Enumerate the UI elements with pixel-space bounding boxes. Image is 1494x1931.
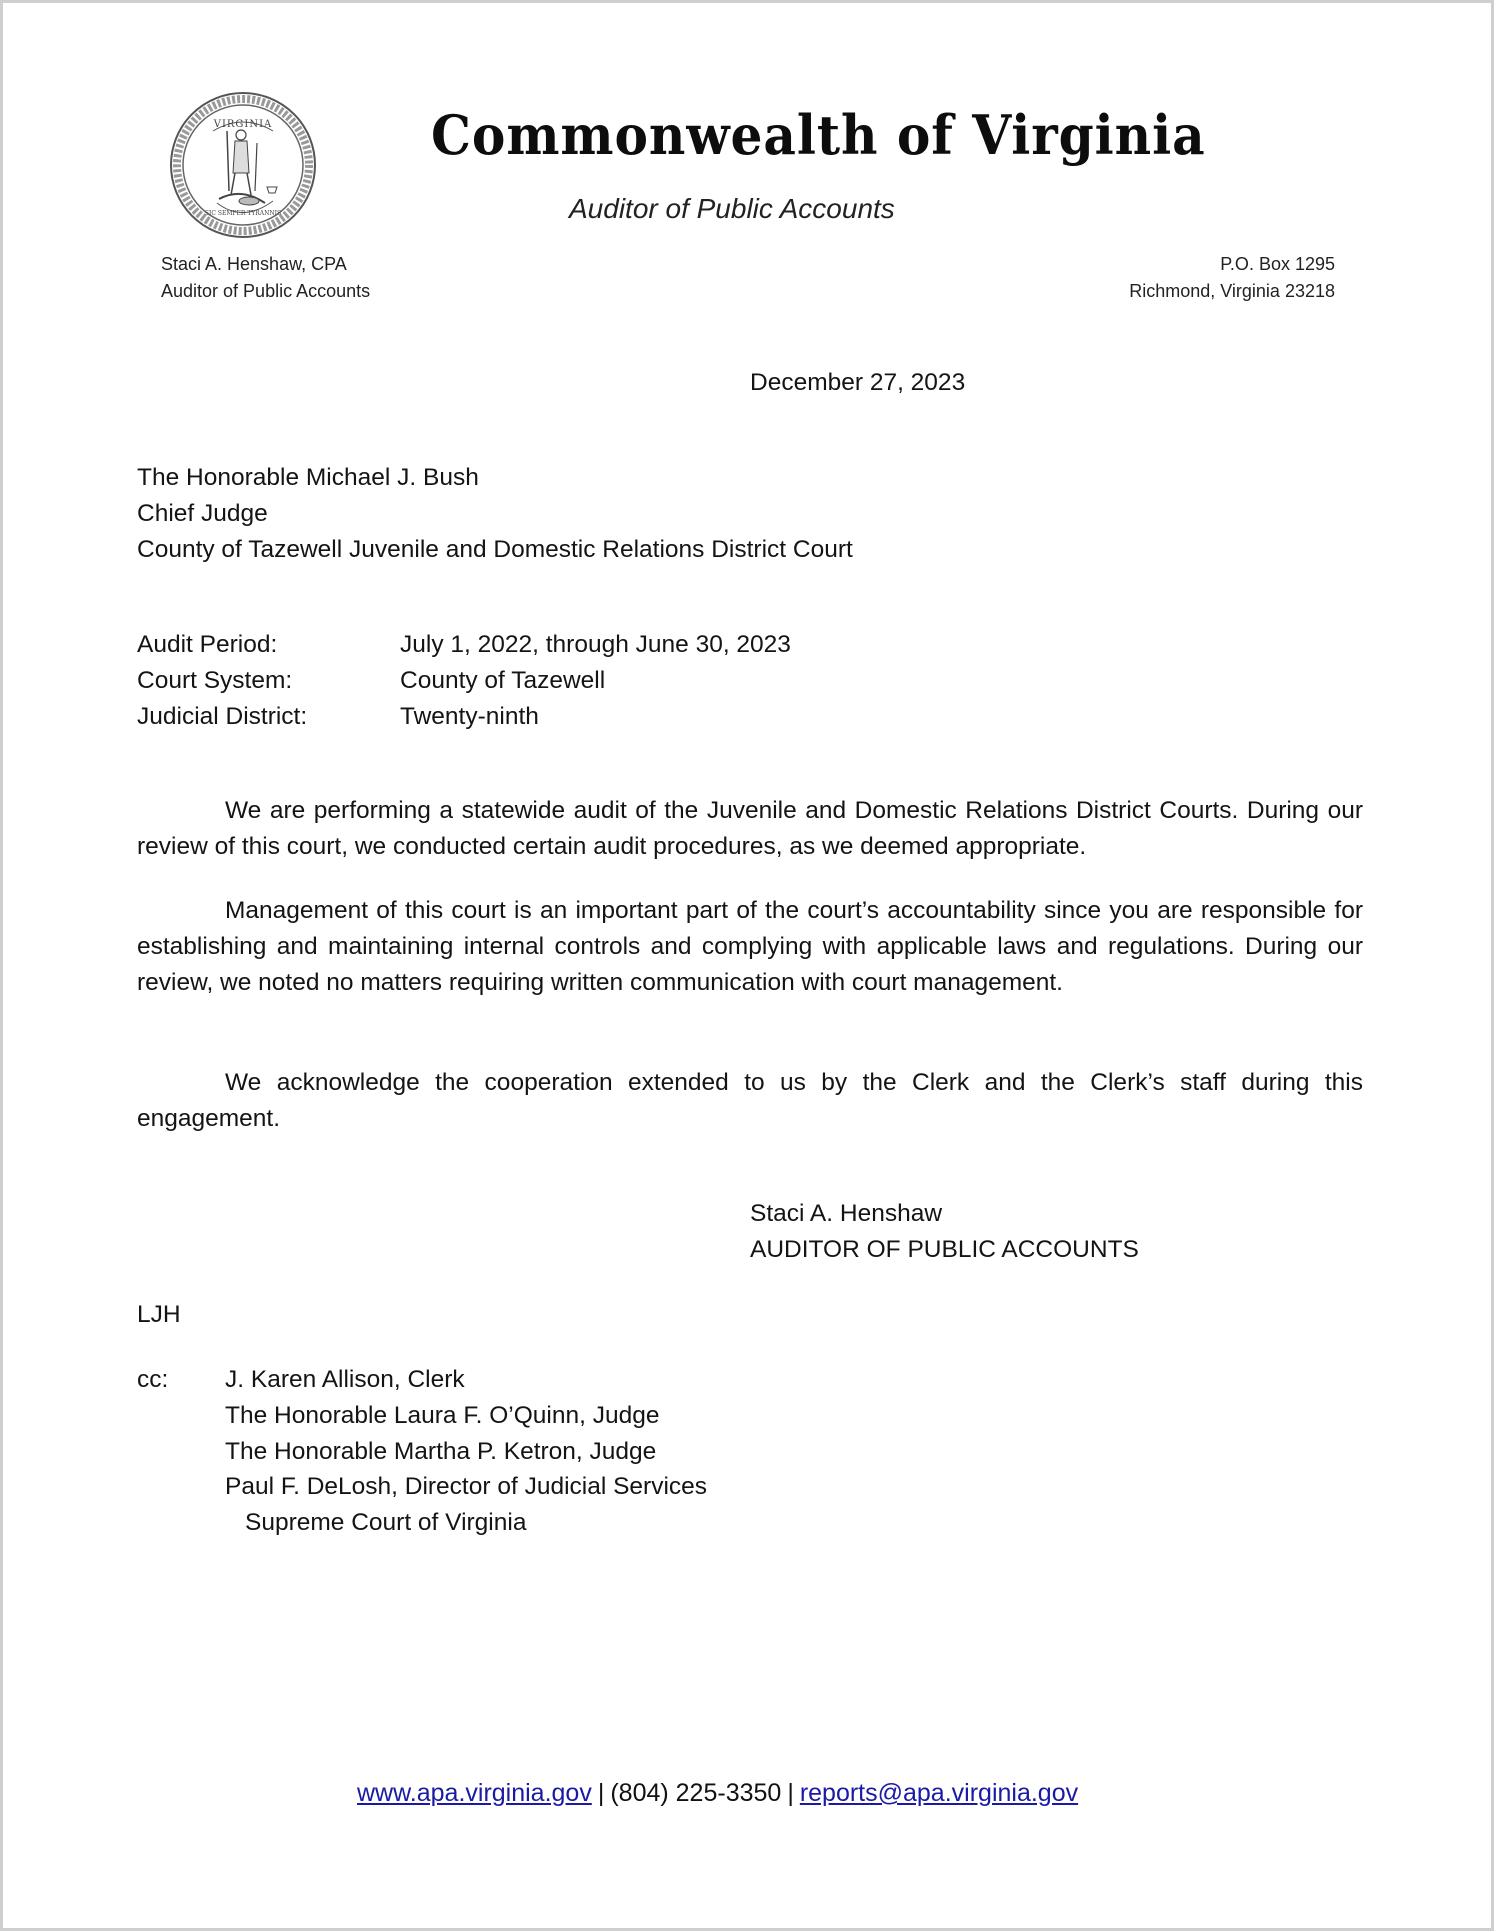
footer-separator: |	[787, 1779, 794, 1807]
letter-date: December 27, 2023	[750, 369, 966, 396]
recipient-title: Chief Judge	[137, 499, 268, 527]
court-system-label: Court System:	[137, 666, 293, 694]
cc-label: cc:	[137, 1366, 169, 1393]
cc-row	[137, 1505, 707, 1541]
paragraph-text: Management of this court is an important part of the court’s accountability since you are responsible for establishing and maintaining internal controls and complying with applicable laws and regulations. During our review, we noted no matters requiring written communication with court management.	[137, 897, 1363, 996]
auditor-block	[161, 251, 370, 305]
footer-contact	[357, 1779, 1078, 1808]
email-link[interactable]: reports@apa.virginia.gov	[799, 1779, 1079, 1807]
footer-separator: |	[597, 1779, 605, 1807]
body-paragraph-1	[137, 793, 1363, 865]
cc-recipient: The Honorable Laura F. O’Quinn, Judge	[225, 1401, 660, 1429]
city-state-zip: Richmond, Virginia 23218	[1129, 281, 1335, 301]
signatory-title: AUDITOR OF PUBLIC ACCOUNTS	[750, 1235, 1139, 1263]
virginia-state-seal-icon	[169, 91, 317, 239]
recipient-court: County of Tazewell Juvenile and Domestic Relations District Court	[137, 535, 853, 563]
auditor-name: Staci A. Henshaw, CPA	[161, 254, 347, 274]
audit-period-value: July 1, 2022, through June 30, 2023	[400, 631, 791, 658]
recipient-name: The Honorable Michael J. Bush	[137, 464, 479, 491]
cc-list	[137, 1362, 707, 1541]
auditor-title: Auditor of Public Accounts	[161, 281, 371, 301]
po-box: P.O. Box 1295	[1220, 254, 1335, 274]
svg-text:VIRGINIA: VIRGINIA	[213, 119, 273, 130]
audit-info-row	[137, 663, 791, 699]
cc-row	[137, 1469, 707, 1505]
cc-recipient: The Honorable Martha P. Ketron, Judge	[225, 1437, 657, 1465]
signature-block	[750, 1196, 1139, 1268]
audit-info-row	[137, 699, 791, 735]
body-paragraph-2	[137, 893, 1363, 1000]
judicial-district-label: Judicial District:	[137, 702, 308, 730]
website-link[interactable]: www.apa.virginia.gov	[357, 1779, 592, 1807]
signatory-name: Staci A. Henshaw	[750, 1200, 943, 1227]
recipient-address	[137, 460, 853, 567]
cc-recipient: J. Karen Allison, Clerk	[225, 1366, 465, 1393]
phone-number: (804) 225-3350	[610, 1779, 782, 1807]
cc-row	[137, 1398, 707, 1434]
paragraph-text: We acknowledge the cooperation extended to us by the Clerk and the Clerk’s staff during this engagement.	[137, 1069, 1363, 1132]
cc-row	[137, 1362, 707, 1398]
cc-recipient: Paul F. DeLosh, Director of Judicial Services	[225, 1473, 708, 1501]
court-system-value: County of Tazewell	[400, 666, 606, 694]
paragraph-text: We are performing a statewide audit of the Juvenile and Domestic Relations District Courts. During our review of this court, we conducted certain audit procedures, as we deemed appropriate.	[137, 797, 1363, 860]
letterhead-subtitle: Auditor of Public Accounts	[569, 193, 895, 224]
body-paragraph-3	[137, 1065, 1363, 1137]
audit-period-label: Audit Period:	[137, 631, 278, 658]
audit-info	[137, 627, 791, 734]
mailing-address	[1129, 251, 1335, 305]
audit-info-row	[137, 627, 791, 663]
cc-row	[137, 1434, 707, 1470]
cc-recipient-affiliation: Supreme Court of Virginia	[245, 1509, 527, 1537]
letterhead-title: Commonwealth of Virginia	[431, 103, 1206, 167]
svg-text:SIC SEMPER TYRANNIS: SIC SEMPER TYRANNIS	[204, 210, 282, 217]
typist-initials: LJH	[137, 1301, 181, 1328]
judicial-district-value: Twenty-ninth	[400, 702, 539, 730]
